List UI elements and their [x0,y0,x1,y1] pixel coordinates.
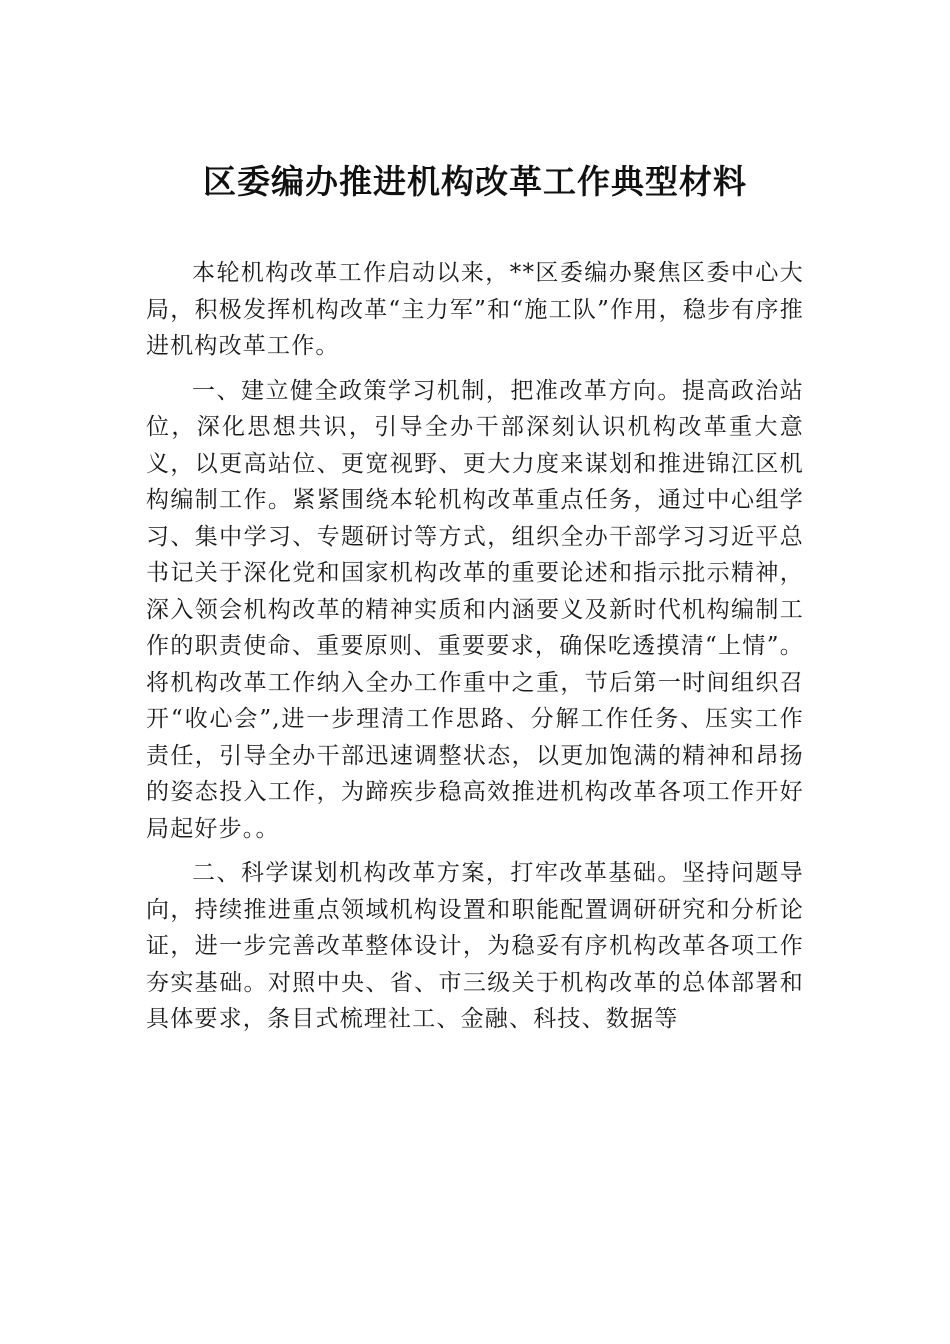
document-title: 区委编办推进机构改革工作典型材料 [203,162,747,201]
paragraph-intro: 本轮机构改革工作启动以来，**区委编办聚焦区委中心大局，积极发挥机构改革“主力军”和“施工队”作用，稳步有序推进机构改革工作。 [146,260,804,359]
paragraph-section-2: 二、科学谋划机构改革方案，打牢改革基础。坚持问题导向，持续推进重点领域机构设置和职能配置调研研究和分析论证，进一步完善改革整体设计，为稳妥有序机构改革各项工作夯实基础。对照中央、省、市三级关于机构改革的总体部署和具体要求，条目式梳理社工、金融、科技、数据等 [146,860,804,1032]
paragraph-section-1: 一、建立健全政策学习机制，把准改革方向。提高政治站位，深化思想共识，引导全办干部深刻认识机构改革重大意义，以更高站位、更宽视野、更大力度来谋划和推进锦江区机构编制工作。紧紧围绕本轮机构改革重点任务，通过中心组学习、集中学习、专题研讨等方式，组织全办干部学习习近平总书记关于深化党和国家机构改革的重要论述和指示批示精神，深入领会机构改革的精神实质和内涵要义及新时代机构编制工作的职责使命、重要原则、重要要求，确保吃透摸清“上情”。将机构改革工作纳入全办工作重中之重，节后第一时间组织召开“收心会”,进一步理清工作思路、分解工作任务、压实工作责任，引导全办干部迅速调整状态，以更加饱满的精神和昂扬的姿态投入工作，为蹄疾步稳高效推进机构改革各项工作开好局起好步。。 [146,377,804,842]
document-body [146,255,804,1046]
